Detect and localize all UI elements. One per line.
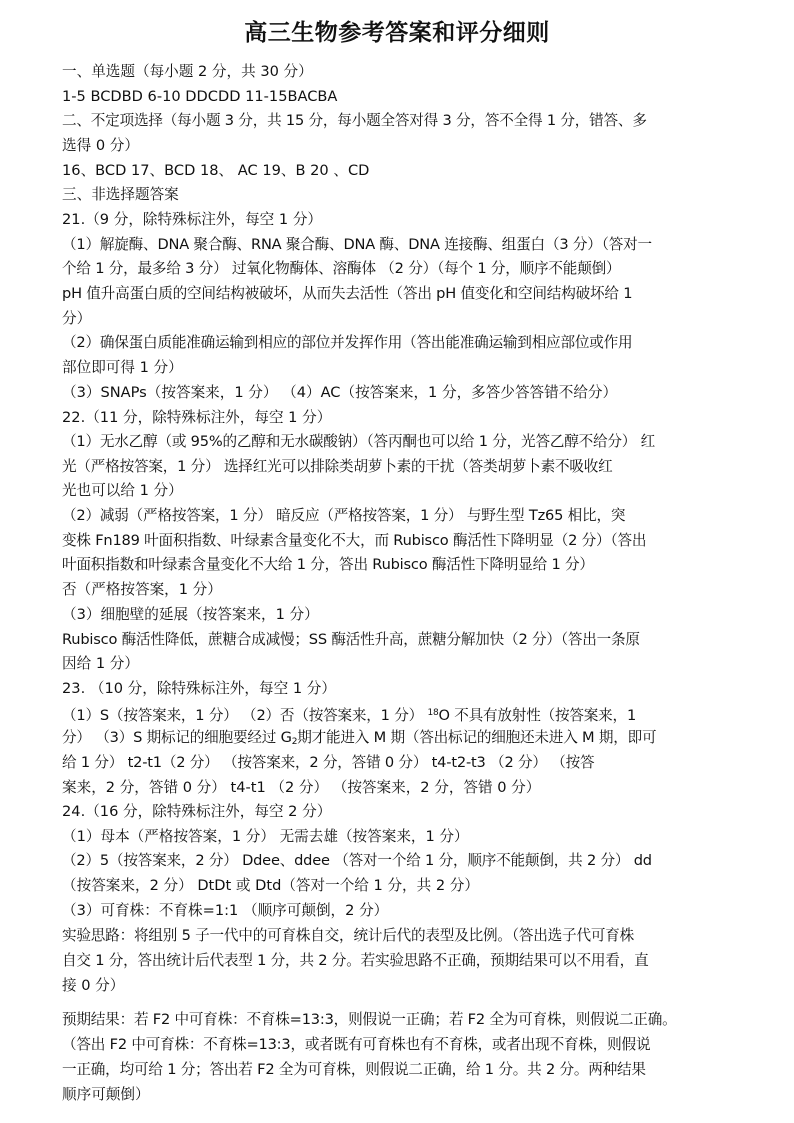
q22-line-8: （3）细胞壁的延展（按答案来，1 分）: [62, 606, 319, 623]
q21-line-2: 个给 1 分，最多给 3 分） 过氧化物酶体、溶酶体 （2 分）（每个 1 分，顺序不能颠倒）: [62, 260, 621, 277]
page-title: 高三生物参考答案和评分细则: [244, 20, 550, 46]
q22-line-5: 变株 Fn189 叶面积指数、叶绿素含量变化不大，而 Rubisco 酶活性下降明显（2 分）（答出: [62, 532, 647, 549]
q24-line-10: 一正确，均可给 1 分；答出若 F2 全为可育株，则假说二正确，给 1 分。共 2 分。两种结果: [62, 1061, 646, 1078]
section-1-heading: 一、单选题（每小题 2 分，共 30 分）: [62, 63, 313, 80]
q24-line-11: 顺序可颠倒）: [62, 1086, 150, 1103]
q24-line-2: （2）5（按答案来，2 分） Ddee、ddee （答对一个给 1 分，顺序不能颠倒，共 2 分） dd: [62, 852, 652, 869]
q24-line-6: 自交 1 分，答出统计后代表型 1 分，共 2 分。若实验思路不正确，预期结果可以不用看，直: [62, 952, 649, 969]
q21-line-7: （3）SNAPs（按答案来，1 分） （4）AC（按答案来，1 分，多答少答答错不给分）: [62, 384, 618, 401]
q22-line-10: 因给 1 分）: [62, 655, 139, 672]
q24-line-8: 预期结果：若 F2 中可育株：不育株=13:3，则假说一正确；若 F2 全为可育株，则假说二正确。: [62, 1011, 677, 1028]
q23-heading: 23. （10 分，除特殊标注外，每空 1 分）: [62, 680, 336, 697]
q21-line-3: pH 值升高蛋白质的空间结构被破坏，从而失去活性（答出 pH 值变化和空间结构破坏给 1: [62, 285, 633, 302]
q24-line-9: （答出 F2 中可育株：不育株=13:3，或者既有可育株也有不育株，或者出现不育株，则假说: [62, 1036, 651, 1053]
q24-heading: 24.（16 分，除特殊标注外，每空 2 分）: [62, 803, 332, 820]
q22-line-3: 光也可以给 1 分）: [62, 482, 183, 499]
q23-line-4: 案来，2 分，答错 0 分） t4-t1 （2 分） （按答案来，2 分，答错 0 分）: [62, 779, 541, 796]
q24-line-3: （按答案来，2 分） DtDt 或 Dtd（答对一个给 1 分，共 2 分）: [62, 877, 479, 894]
q24-line-4: （3）可育株：不育株=1:1 （顺序可颠倒，2 分）: [62, 902, 389, 919]
q22-line-1: （1）无水乙醇（或 95%的乙醇和无水碳酸钠）（答丙酮也可以给 1 分，光答乙醇不给分） 红: [62, 433, 656, 450]
section-2-heading-cont: 选得 0 分）: [62, 137, 139, 154]
q21-line-1: （1）解旋酶、DNA 聚合酶、RNA 聚合酶、DNA 酶、DNA 连接酶、组蛋白（3 分）（答对一: [62, 236, 652, 253]
q21-line-6: 部位即可得 1 分）: [62, 359, 183, 376]
q22-line-9: Rubisco 酶活性降低，蔗糖合成减慢；SS 酶活性升高，蔗糖分解加快（2 分）（答出一条原: [62, 631, 640, 648]
section-3-heading: 三、非选择题答案: [62, 186, 179, 203]
q23-line-3: 给 1 分） t2-t1（2 分） （按答案来，2 分，答错 0 分） t4-t2-t3 （2 分） （按答: [62, 754, 595, 771]
q24-line-1: （1）母本（严格按答案，1 分） 无需去雄（按答案来，1 分）: [62, 828, 469, 845]
q22-line-2: 光（严格按答案，1 分） 选择红光可以排除类胡萝卜素的干扰（答类胡萝卜素不吸收红: [62, 458, 613, 475]
q23-line-1: （1）S（按答案来，1 分） （2）否（按答案来，1 分） $^{18}$O 不具有放射性（按答案来，1: [62, 707, 637, 724]
q24-line-7: 接 0 分）: [62, 977, 125, 994]
q22-heading: 22.（11 分，除特殊标注外，每空 1 分）: [62, 409, 332, 426]
section-2-heading: 二、不定项选择（每小题 3 分，共 15 分，每小题全答对得 3 分，答不全得 1 分，错答、多: [62, 112, 647, 129]
section-1-answers: 1-5 BCDBD 6-10 DDCDD 11-15BACBA: [62, 88, 338, 105]
section-2-answers: 16、BCD 17、BCD 18、 AC 19、B 20 、CD: [62, 162, 370, 179]
q21-line-4: 分）: [62, 310, 92, 327]
q22-line-6: 叶面积指数和叶绿素含量变化不大给 1 分，答出 Rubisco 酶活性下降明显给 1 分）: [62, 556, 594, 573]
q22-line-7: 否（严格按答案，1 分）: [62, 581, 222, 598]
q22-line-4: （2）减弱（严格按答案，1 分） 暗反应（严格按答案，1 分） 与野生型 Tz65 相比，突: [62, 507, 626, 524]
q21-heading: 21.（9 分，除特殊标注外，每空 1 分）: [62, 211, 323, 228]
q23-line-2: 分） （3）S 期标记的细胞要经过 $G_2$期才能进入 M 期（答出标记的细胞还未进入 M 期，即可: [62, 729, 657, 747]
q21-line-5: （2）确保蛋白质能准确运输到相应的部位并发挥作用（答出能准确运输到相应部位或作用: [62, 334, 633, 351]
q24-line-5: 实验思路：将组别 5 子一代中的可育株自交，统计后代的表型及比例。（答出选子代可育株: [62, 927, 635, 944]
